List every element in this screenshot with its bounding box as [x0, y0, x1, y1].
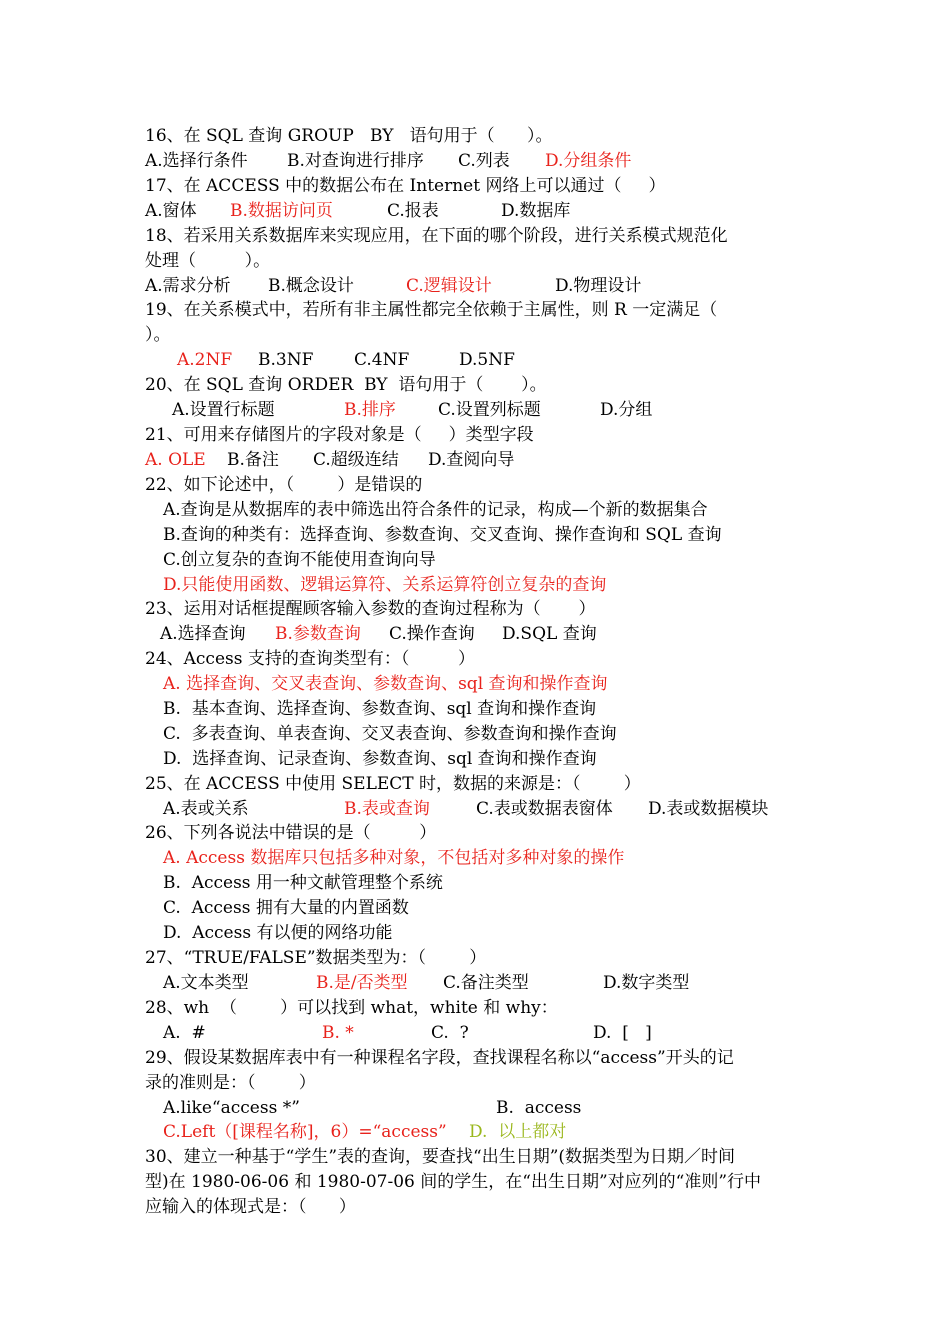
q25-option-b-answer: B.表或查询 [344, 799, 430, 819]
q22-option-c: C.创立复杂的查询不能使用查询向导 [163, 550, 436, 570]
q26-option-c: C. Access 拥有大量的内置函数 [163, 898, 409, 918]
question-25-stem: 25、在 ACCESS 中使用 SELECT 时，数据的来源是：（ ） [145, 774, 641, 794]
question-18-stem-line2: 处理（ ）。 [145, 251, 271, 271]
q19-option-c: C.4NF [354, 350, 410, 370]
q28-option-d: D. [ ] [593, 1023, 652, 1043]
question-30-stem-line3: 应输入的体现式是：（ ） [145, 1197, 356, 1217]
question-30-stem-line2: 型)在 1980-06-06 和 1980-07-06 间的学生，在“出生日期”对应列的“准则”行中 [145, 1172, 762, 1192]
q27-option-a: A.文本类型 [163, 973, 249, 993]
q17-option-c: C.报表 [387, 201, 439, 221]
question-20-stem: 20、在 SQL 查询 ORDER BY 语句用于（ ）。 [145, 375, 547, 395]
question-16-options [145, 149, 632, 173]
q20-option-b-answer: B.排序 [344, 400, 396, 420]
q24-option-b: B. 基本查询、选择查询、参数查询、sql 查询和操作查询 [163, 699, 597, 719]
q23-option-b-answer: B.参数查询 [275, 624, 361, 644]
q22-option-a: A.查询是从数据库的表中筛选出符合条件的记录，构成—个新的数据集合 [163, 500, 708, 520]
q18-option-a: A.需求分析 [145, 276, 231, 296]
q21-option-a-answer: A. OLE [145, 450, 206, 470]
question-16-stem: 16、在 SQL 查询 GROUP BY 语句用于（ ）。 [145, 126, 553, 146]
q22-option-d-answer: D.只能使用函数、逻辑运算符、关系运算符创立复杂的查询 [163, 575, 607, 595]
q29-option-b: B. access [496, 1098, 582, 1118]
q23-option-a: A.选择查询 [160, 624, 246, 644]
q17-option-a: A.窗体 [145, 201, 197, 221]
q20-option-c: C.设置列标题 [438, 400, 541, 420]
q17-option-b-answer: B.数据访问页 [230, 201, 333, 221]
q16-option-a: A.选择行条件 [145, 151, 248, 171]
q25-option-c: C.表或数据表窗体 [476, 799, 613, 819]
q19-option-a-answer: A.2NF [177, 350, 233, 370]
q19-option-d: D.5NF [459, 350, 515, 370]
question-27-options [145, 971, 690, 995]
question-29-stem-line2: 录的准则是：（ ） [145, 1073, 316, 1093]
question-19-stem-line2: ）。 [145, 325, 171, 345]
q26-option-d: D. Access 有以便的网络功能 [163, 923, 393, 943]
question-25-options [145, 797, 769, 821]
q28-option-b-answer: B. * [322, 1023, 354, 1043]
q28-option-c: C. ? [431, 1023, 469, 1043]
q26-option-a-answer: A. Access 数据库只包括多种对象，不包括对多种对象的操作 [163, 848, 625, 868]
question-21-stem: 21、可用来存储图片的字段对象是（ ）类型字段 [145, 425, 534, 445]
question-19-stem-line1: 19、在关系模式中，若所有非主属性都完全依赖于主属性，则 R 一定满足（ [145, 300, 718, 320]
q25-option-d: D.表或数据模块 [648, 799, 769, 819]
question-23-options [145, 622, 597, 646]
q24-option-a-answer: A. 选择查询、交叉表查询、参数查询、sql 查询和操作查询 [163, 674, 608, 694]
question-27-stem: 27、“TRUE/FALSE”数据类型为：（ ） [145, 948, 487, 968]
q19-option-b: B.3NF [258, 350, 314, 370]
question-23-stem: 23、运用对话框提醒顾客输入参数的查询过程称为（ ） [145, 599, 596, 619]
q24-option-c: C. 多表查询、单表查询、交叉表查询、参数查询和操作查询 [163, 724, 617, 744]
q17-option-d: D.数据库 [501, 201, 571, 221]
question-24-stem: 24、Access 支持的查询类型有：（ ） [145, 649, 475, 669]
question-17-stem: 17、在 ACCESS 中的数据公布在 Internet 网络上可以通过（ ） [145, 176, 666, 196]
question-21-options [145, 448, 515, 472]
q20-option-a: A.设置行标题 [172, 400, 275, 420]
q23-option-d: D.SQL 查询 [502, 624, 597, 644]
q16-option-d-answer: D.分组条件 [545, 151, 632, 171]
question-29-stem-line1: 29、假设某数据库表中有一种课程名字段，查找课程名称以“access”开头的记 [145, 1048, 734, 1068]
q29-option-a: A.like“access *” [163, 1098, 300, 1118]
question-28-options [145, 1021, 652, 1045]
q22-option-b: B.查询的种类有：选择查询、参数查询、交叉查询、操作查询和 SQL 查询 [163, 525, 722, 545]
q23-option-c: C.操作查询 [389, 624, 475, 644]
q26-option-b: B. Access 用一种文献管理整个系统 [163, 873, 443, 893]
q28-option-a: A. # [163, 1023, 206, 1043]
question-19-options [145, 348, 515, 372]
question-30-stem-line1: 30、建立一种基于“学生”表的查询，要查找“出生日期”(数据类型为日期／时间 [145, 1147, 736, 1167]
q27-option-d: D.数字类型 [603, 973, 690, 993]
q16-option-b: B.对查询进行排序 [287, 151, 424, 171]
question-17-options [145, 199, 571, 223]
q20-option-d: D.分组 [600, 400, 653, 420]
q24-option-d: D. 选择查询、记录查询、参数查询、sql 查询和操作查询 [163, 749, 597, 769]
q29-option-c-answer: C.Left（[课程名称]，6）=“access” [163, 1122, 447, 1142]
q25-option-a: A.表或关系 [163, 799, 249, 819]
question-18-options [145, 274, 642, 298]
question-20-options [145, 398, 653, 422]
q18-option-b: B.概念设计 [268, 276, 354, 296]
question-26-stem: 26、下列各说法中错误的是（ ） [145, 823, 437, 843]
question-29-options-row2 [145, 1120, 567, 1144]
question-22-stem: 22、如下论述中，（ ）是错误的 [145, 475, 423, 495]
q18-option-d: D.物理设计 [555, 276, 642, 296]
q18-option-c-answer: C.逻辑设计 [406, 276, 492, 296]
question-28-stem: 28、wh （ ）可以找到 what，white 和 why： [145, 998, 558, 1018]
q21-option-d: D.查阅向导 [428, 450, 515, 470]
q16-option-c: C.列表 [458, 151, 510, 171]
q27-option-c: C.备注类型 [443, 973, 529, 993]
q21-option-b: B.备注 [227, 450, 279, 470]
q27-option-b-answer: B.是/否类型 [316, 973, 408, 993]
question-29-options-row1 [145, 1096, 582, 1120]
q29-option-d: D. 以上都对 [469, 1122, 567, 1142]
q21-option-c: C.超级连结 [313, 450, 399, 470]
question-18-stem-line1: 18、若采用关系数据库来实现应用，在下面的哪个阶段，进行关系模式规范化 [145, 226, 728, 246]
